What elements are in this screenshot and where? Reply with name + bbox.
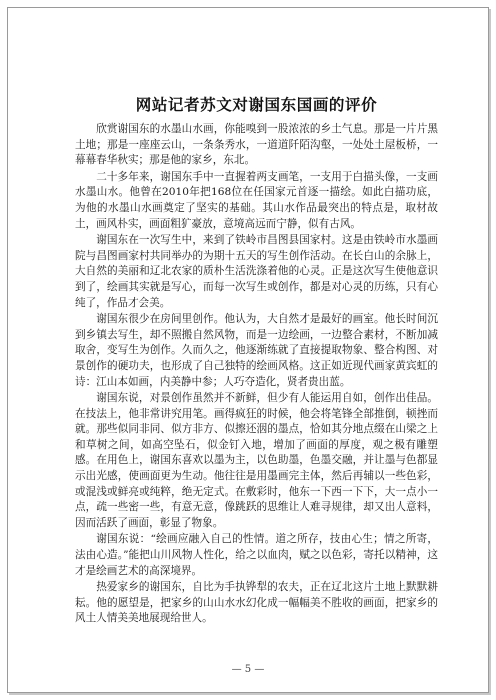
article-paragraph-2: 二十多年来，谢国东手中一直握着两支画笔，一支用于白描头像，一支画水墨山水。他曾在2010年把168位在任国家元首逐一描绘。如此白描功底，为他的水墨山水画奠定了坚实的基础。其山水作品最突出的特点是，取材故土，画风朴实，画面粗犷豪放，意境高远而宁静，似有古风。 bbox=[75, 170, 438, 230]
article-title: 网站记者苏文对谢国东国画的评价 bbox=[135, 95, 378, 114]
article bbox=[75, 94, 438, 628]
article-paragraph-4: 谢国东很少在房间里创作。他认为，大自然才是最好的画室。他长时间沉到乡镇去写生，却不照搬自然风物，而是一边绘画，一边整合素材，不断加减取舍，变写生为创作。久而久之，他逐渐练就了直接提取物象、整合构图、对景创作的硬功夫，也形成了自己独特的绘画风格。这正如近现代画家黄宾虹的诗：江山本如画，内美静中参；人巧夺造化，贤者贵出蓝。 bbox=[75, 313, 438, 388]
article-paragraph-6: 谢国东说：“绘画应融入自己的性情。道之所存，技由心生；情之所寄，法由心造。”能把山川风物人性化，给之以血肉，赋之以色彩，寄托以精神，这才是绘画艺术的高深境界。 bbox=[75, 533, 438, 577]
article-paragraph-5: 谢国东说，对景创作虽然并不新鲜，但少有人能运用自如，创作出佳品。在技法上，他非常讲究用笔。画得疯狂的时候，他会将笔锋全部推倒，顿挫而就。那些似同非同、似方非方、似擦还洇的墨点，恰如其分地点缀在山梁之上和草树之间，如高空坠石，似金钉入地，增加了画面的厚度，观之极有雕塑感。在用色上，谢国东喜欢以墨为主，以色助墨，色墨交融，并让墨与色都显示出光感，使画面更为生动。他往往是用墨画完主体，然后再辅以一些色彩，或混浅或鲜亮或纯粹，绝无定式。在敷彩时，他东一下西一下下，大一点小一点，疏一些密一些，有意无意，像跳跃的思维让人难寻规律，却又出人意料，因而活跃了画面，彰显了物象。 bbox=[75, 392, 438, 529]
article-paragraph-3: 谢国东在一次写生中，来到了铁岭市昌图县国家村。这是由铁岭市水墨画院与昌图画家村共同举办的为期十五天的写生创作活动。在长白山的余脉上，大自然的美丽和辽北农家的质朴生活洗涤着他的心灵。正是这次写生使他意识到了，绘画其实就是写心，而每一次写生或创作，都是对心灵的历练，只有心纯了，作品才会美。 bbox=[75, 234, 438, 309]
page-number: — 5 — bbox=[231, 664, 265, 675]
article-paragraph-7: 热爱家乡的谢国东，自比为手执铧犁的农夫，正在辽北这片土地上默默耕耘。他的愿望是，把家乡的山山水水幻化成一幅幅美不胜收的画面，把家乡的风土人情美美地展现给世人。 bbox=[75, 581, 438, 625]
document-page bbox=[7, 7, 489, 693]
article-paragraph-1: 欣赏谢国东的水墨山水画，你能嗅到一股浓浓的乡土气息。那是一片片黑土地；那是一座座云山，一条条秀水，一道道阡陌沟壑，一处处土屋板桥，一幕幕春华秋实；那是他的家乡，东北。 bbox=[75, 123, 438, 167]
